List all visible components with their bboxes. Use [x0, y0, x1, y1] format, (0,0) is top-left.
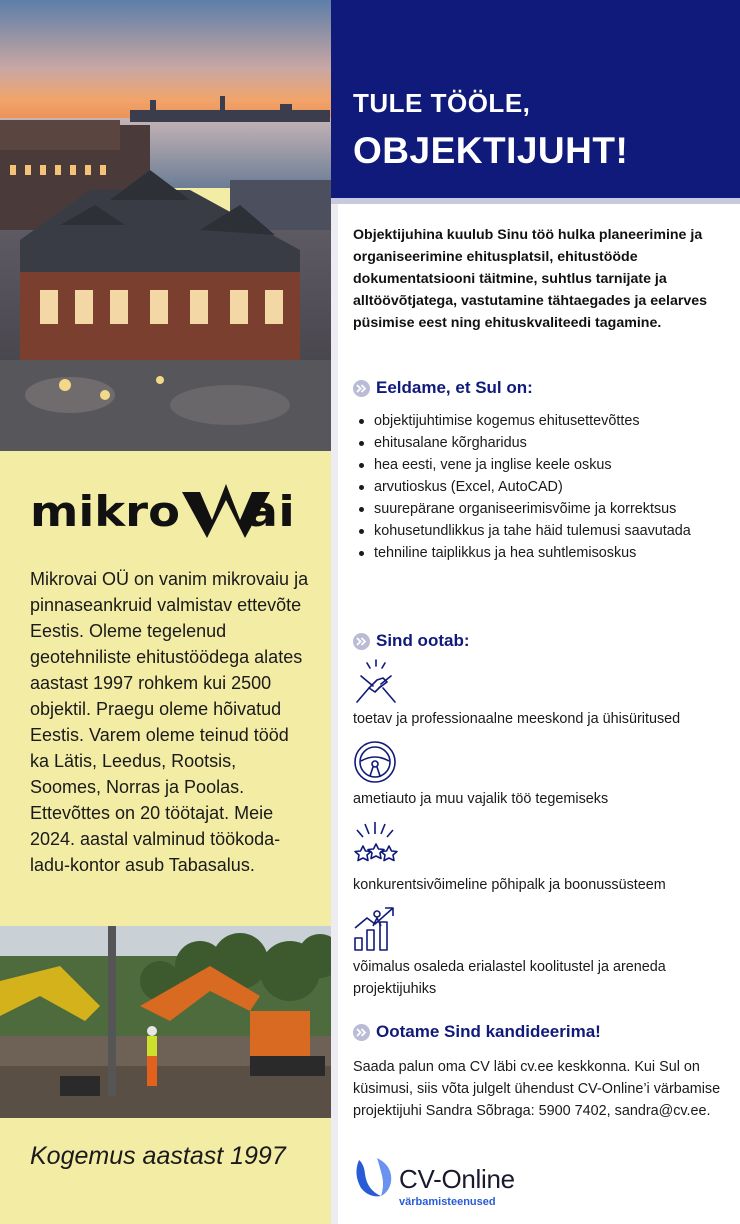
cv-online-name: CV-Online	[399, 1164, 515, 1194]
handshake-icon	[353, 658, 399, 704]
cv-online-sub: värbamisteenused	[399, 1196, 496, 1208]
mikrovai-logo	[30, 480, 295, 540]
list-item: hea eesti, vene ja inglise keele oskus	[357, 454, 727, 476]
requirements-heading-text: Eeldame, et Sul on:	[376, 378, 533, 397]
chevron-right-icon	[353, 1024, 370, 1041]
growth-chart-icon	[353, 906, 399, 952]
list-item: suurepärane organiseerimisvõime ja korrektsus	[357, 498, 727, 520]
offer-item-team: toetav ja professionaalne meeskond ja ühisüritused	[353, 711, 681, 727]
chevron-right-icon	[353, 380, 370, 397]
svg-text:mikro: mikro	[30, 487, 180, 536]
cv-online-logo	[351, 1154, 541, 1210]
offer-item-car: ametiauto ja muu vajalik töö tegemiseks	[353, 791, 609, 807]
job-title: OBJEKTIJUHT!	[353, 130, 629, 171]
apply-heading	[353, 1022, 601, 1042]
steering-wheel-icon	[353, 739, 399, 785]
job-intro: Objektijuhina kuulub Sinu töö hulka planeerimine ja organiseerimine ehitusplatsil, ehitustööde dokumentatsiooni täitmine, suhtlus tarnijate ja alltöövõtjatega, vastutamine tähtaegades ja eelarves püsimise eest ning ehituskvaliteedi tagamine.	[353, 227, 708, 331]
svg-text:ai: ai	[245, 487, 295, 536]
header-divider	[331, 198, 740, 204]
cv-online-mark-icon	[351, 1154, 397, 1200]
offers-heading-text: Sind ootab:	[376, 631, 470, 650]
list-item: ehitusalane kõrgharidus	[357, 432, 727, 454]
list-item: objektijuhtimise kogemus ehitusettevõttes	[357, 410, 727, 432]
offer-item-salary: konkurentsivõimeline põhipalk ja boonussüsteem	[353, 877, 666, 893]
header-subtitle: TULE TÖÖLE,	[353, 88, 531, 118]
chevron-right-icon	[353, 633, 370, 650]
company-description: Mikrovai OÜ on vanim mikrovaiu ja pinnaseankruid valmistav ettevõte Eestis. Oleme tegelenud geotehniliste ehitustöödega alates aastast 1997 rohkem kui 2500 objektil. Praegu oleme hõivatud Eestis. Varem oleme teinud tööd ka Lätis, Leedus, Rootsis, Soomes, Norras ja Poolas. Ettevõttes on 20 töötajat. Meie 2024. aastal valminud töökoda-ladu-kontor asub Tabasalus.	[30, 569, 309, 875]
left-column	[0, 0, 331, 1224]
tagline: Kogemus aastast 1997	[30, 1142, 286, 1170]
construction-machinery-photo	[0, 926, 331, 1118]
apply-heading-text: Ootame Sind kandideerima!	[376, 1022, 601, 1041]
list-item: tehniline taiplikkus ja hea suhtlemisoskus	[357, 542, 727, 564]
column-divider	[331, 204, 338, 1224]
offer-item-training: võimalus osaleda erialastel koolitustel ja areneda projektijuhiks	[353, 959, 666, 997]
list-item: kohusetundlikkus ja tahe häid tulemusi saavutada	[357, 520, 727, 542]
requirements-list	[357, 410, 727, 564]
stars-icon	[353, 820, 399, 866]
list-item: arvutioskus (Excel, AutoCAD)	[357, 476, 727, 498]
contact-info: Saada palun oma CV läbi cv.ee keskkonna. Kui Sul on küsimusi, siis võta julgelt ühendust CV-Online’i värbamise projektijuhi Sandra Sõbraga: 5900 7402, sandra@cv.ee.	[353, 1059, 721, 1119]
requirements-heading	[353, 378, 533, 398]
offers-heading	[353, 631, 469, 651]
harbour-building-photo	[0, 0, 331, 451]
